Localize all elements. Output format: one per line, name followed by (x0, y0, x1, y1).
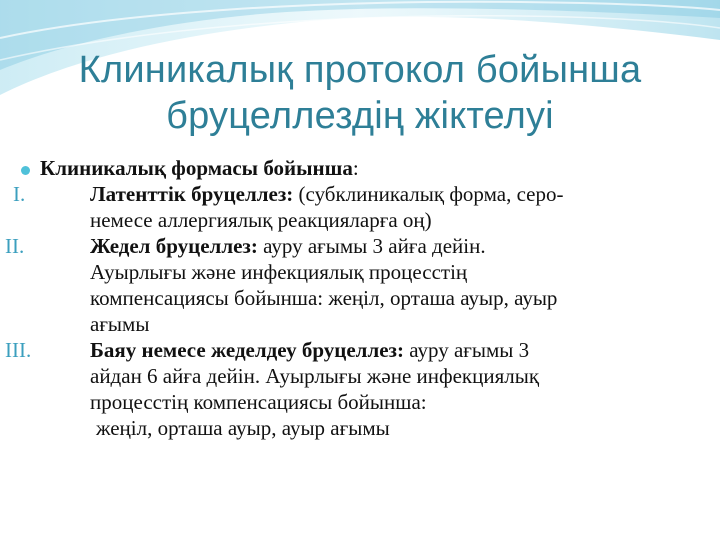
item-2-bold: Жедел бруцеллез: (90, 234, 258, 258)
slide-title (0, 47, 720, 139)
item-3-line-3: процесстің компенсациясы бойынша: (90, 390, 427, 414)
list-numeral-3: III. (5, 338, 32, 362)
item-3-bold: Баяу немесе жеделдеу бруцеллез: (90, 338, 404, 362)
bullet-heading-colon: : (352, 156, 359, 180)
list-item-2 (0, 233, 710, 337)
title-line-2: бруцеллездің жіктелуі (166, 95, 554, 137)
title-line-1: Клиникалық протокол бойынша (78, 49, 642, 91)
bullet-dot-icon (21, 166, 30, 175)
list-item-1 (0, 181, 710, 233)
item-3-line-1: ауру ағымы 3 (403, 338, 530, 362)
bullet-heading-bold: Клиникалық формасы бойынша (40, 156, 353, 180)
item-1-line-1: (субклиникалық форма, серо- (293, 182, 564, 206)
item-1-line-2: немесе аллергиялық реакцияларға оң) (90, 208, 432, 232)
item-2-line-3: компенсациясы бойынша: жеңіл, орташа ауыр, ауыр (90, 286, 558, 310)
item-2-line-1: ауру ағымы 3 айға дейін. (257, 234, 486, 258)
item-3-line-4: жеңіл, орташа ауыр, ауыр ағымы (96, 416, 390, 440)
list-item-3 (0, 337, 710, 441)
item-1-bold: Латенттік бруцеллез: (90, 182, 294, 206)
item-2-line-4: ағымы (90, 312, 150, 336)
list-numeral-2: II. (5, 234, 25, 258)
list-numeral-1: I. (13, 182, 26, 206)
item-3-line-2: айдан 6 айға дейін. Ауырлығы және инфекциялық (90, 364, 540, 388)
item-2-line-2: Ауырлығы және инфекциялық процесстің (90, 260, 468, 284)
bullet-heading (0, 155, 710, 181)
slide-body (0, 155, 710, 441)
